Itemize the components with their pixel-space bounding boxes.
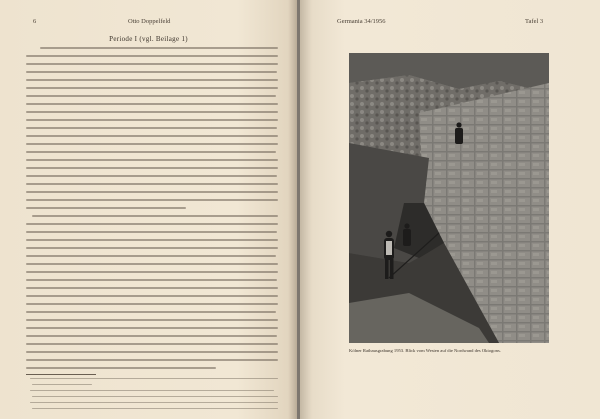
section-heading: Periode I (vgl. Beilage 1)	[109, 35, 188, 43]
left-page	[0, 0, 297, 419]
excavation-photo	[349, 53, 549, 343]
excavation-photo-drawing	[349, 53, 549, 343]
page-number: 6	[33, 18, 37, 25]
photo-caption: Kölner Rathausgrabung 1953. Blick vom Westen auf die Nordwand des Oktogons.	[349, 348, 501, 353]
running-head-journal: Germania 34/1956	[337, 18, 386, 25]
footnote-rule	[26, 374, 96, 375]
running-head-author: Otto Doppelfeld	[128, 18, 171, 25]
plate-label: Tafel 3	[525, 18, 544, 25]
